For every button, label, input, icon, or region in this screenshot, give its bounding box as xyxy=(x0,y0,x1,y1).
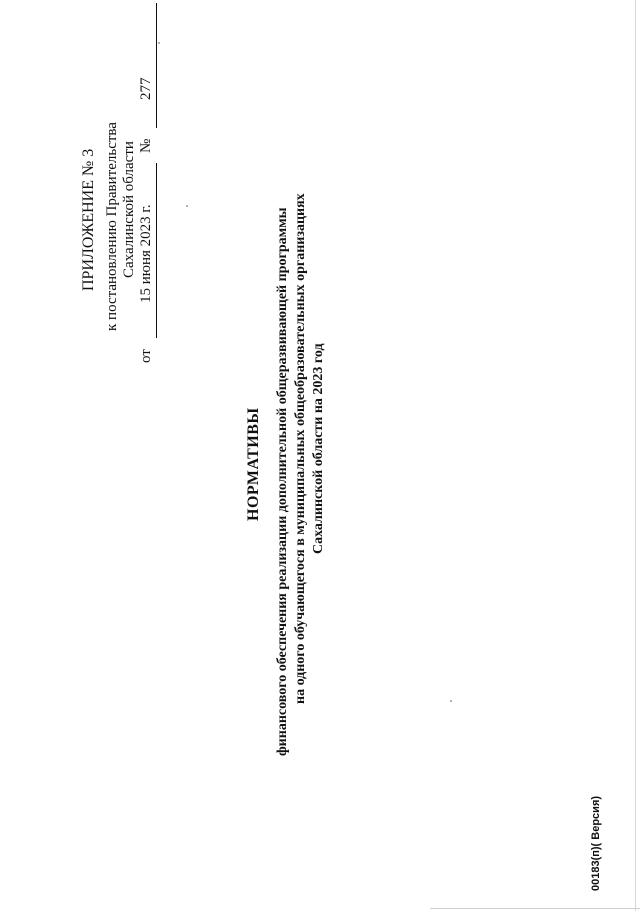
document-subtitle-line-3: Сахалинской области на 2023 год xyxy=(311,343,326,554)
number-sign: № xyxy=(138,138,154,153)
appendix-date: 15 июня 2023 г. xyxy=(138,204,154,303)
appendix-number: 277 xyxy=(138,77,154,100)
document-title: НОРМАТИВЫ xyxy=(245,407,262,521)
footer-document-code: 00183(п)( Версия) xyxy=(590,795,602,891)
date-prefix: от xyxy=(138,349,154,363)
appendix-reference-line: к постановлению Правительства xyxy=(104,122,120,331)
document-subtitle-line-2: на одного обучающегося в муниципальных общеобразовательных организациях xyxy=(293,193,308,704)
appendix-region-line: Сахалинской области xyxy=(121,141,137,278)
appendix-title: ПРИЛОЖЕНИЕ № 3 xyxy=(80,148,97,291)
document-subtitle-line-1: финансового обеспечения реализации дополнительной общеразвивающей программы xyxy=(275,207,290,756)
date-underline xyxy=(156,163,157,338)
number-underline xyxy=(156,3,157,128)
appendix-date-row xyxy=(138,0,162,363)
